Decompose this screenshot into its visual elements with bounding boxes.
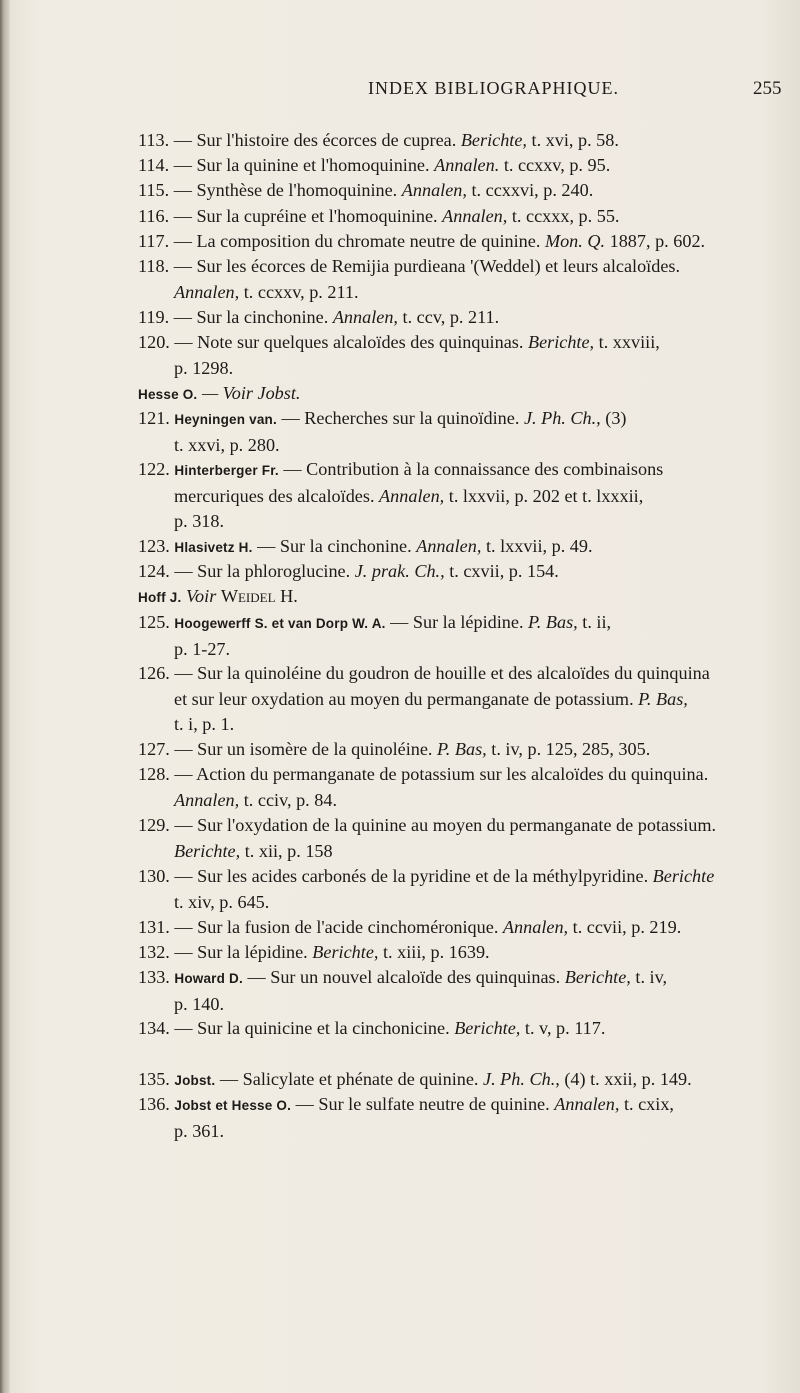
bib-entry-118: 118. — Sur les écorces de Remijia purdieana '(Weddel) et leurs alcaloïdes. Annalen, t. ccxxv, p. 211.: [138, 256, 681, 302]
bib-entry-134: 134. — Sur la quinicine et la cinchonicine. Berichte, t. v, p. 117.: [138, 1018, 606, 1038]
bib-entry-114: 114. — Sur la quinine et l'homoquinine. Annalen. t. ccxxv, p. 95.: [138, 155, 611, 175]
bib-entry-120: 120. — Note sur quelques alcaloïdes des quinquinas. Berichte, t. xxviii, p. 1298.: [138, 332, 660, 378]
bib-entry-132: 132. — Sur la lépidine. Berichte, t. xiii, p. 1639.: [138, 942, 490, 962]
bib-crossref-hoff: Hoff J. Voir Weidel H.: [138, 586, 298, 606]
bib-entry-122: 122. Hinterberger Fr. — Contribution à la connaissance des combinaisons mercuriques des alcaloïdes. Annalen, t. lxxvii, p. 202 et t. lxxxii, p. 318.: [138, 459, 664, 531]
bib-entry-119: 119. — Sur la cinchonine. Annalen, t. ccv, p. 211.: [138, 307, 500, 327]
bib-entry-121: 121. Heyningen van. — Recherches sur la quinoïdine. J. Ph. Ch., (3) t. xxvi, p. 280.: [138, 408, 627, 455]
bib-entry-130: 130. — Sur les acides carbonés de la pyridine et de la méthylpyridine. Berichte t. xiv, p. 645.: [138, 866, 715, 912]
bib-entry-131: 131. — Sur la fusion de l'acide cinchoméronique. Annalen, t. ccvii, p. 219.: [138, 917, 682, 937]
bib-entry-128: 128. — Action du permanganate de potassium sur les alcaloïdes du quinquina. Annalen, t. cciv, p. 84.: [138, 764, 709, 810]
bib-entry-135: 135. Jobst. — Salicylate et phénate de quinine. J. Ph. Ch., (4) t. xxii, p. 149.: [138, 1069, 692, 1089]
bib-entry-126: 126. — Sur la quinoléine du goudron de houille et des alcaloïdes du quinquina et sur leur oxydation au moyen du permanganate de potassium. P. Bas, t. i, p. 1.: [138, 663, 710, 734]
bib-entry-129: 129. — Sur l'oxydation de la quinine au moyen du permanganate de potassium. Berichte, t. xii, p. 158: [138, 815, 717, 861]
bib-entry-124: 124. — Sur la phloroglucine. J. prak. Ch., t. cxvii, p. 154.: [138, 561, 559, 581]
running-header: [0, 78, 800, 102]
book-spine-shadow: [0, 0, 10, 1393]
bib-entry-127: 127. — Sur un isomère de la quinoléine. P. Bas, t. iv, p. 125, 285, 305.: [138, 739, 651, 759]
bib-entry-125: 125. Hoogewerff S. et van Dorp W. A. — Sur la lépidine. P. Bas, t. ii, p. 1-27.: [138, 612, 612, 659]
bib-entry-116: 116. — Sur la cupréine et l'homoquinine. Annalen, t. ccxxx, p. 55.: [138, 206, 620, 226]
bib-entry-136: 136. Jobst et Hesse O. — Sur le sulfate neutre de quinine. Annalen, t. cxix, p. 361.: [138, 1094, 674, 1141]
bib-entry-117: 117. — La composition du chromate neutre de quinine. Mon. Q. 1887, p. 602.: [138, 231, 706, 251]
header-title: INDEX BIBLIOGRAPHIQUE.: [368, 78, 619, 98]
bib-entry-115: 115. — Synthèse de l'homoquinine. Annalen, t. ccxxvi, p. 240.: [138, 180, 594, 200]
bib-entry-113: 113. — Sur l'histoire des écorces de cuprea. Berichte, t. xvi, p. 58.: [138, 130, 619, 150]
page-number: 255: [753, 78, 782, 99]
bib-entry-133: 133. Howard D. — Sur un nouvel alcaloïde des quinquinas. Berichte, t. iv, p. 140.: [138, 967, 668, 1014]
bib-entry-123: 123. Hlasivetz H. — Sur la cinchonine. Annalen, t. lxxvii, p. 49.: [138, 536, 593, 556]
bib-crossref-hesse: Hesse O. — Voir Jobst.: [138, 383, 301, 403]
